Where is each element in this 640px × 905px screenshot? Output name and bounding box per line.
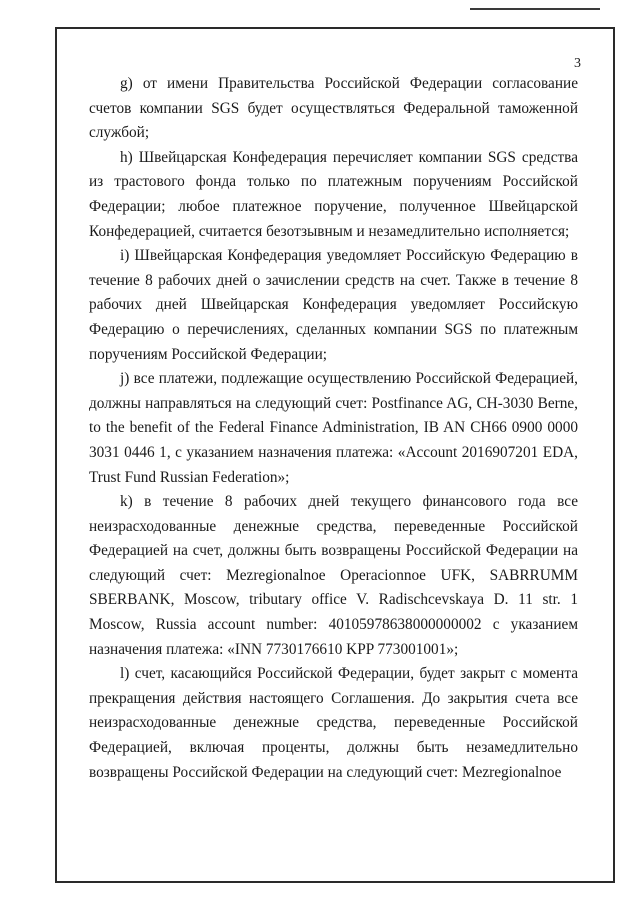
scan-edge-mark (470, 8, 600, 10)
paragraph-i: i) Швейцарская Конфедерация уведомляет Российскую Федерацию в течение 8 рабочих дней о зачислении средств на счет. Также в течение 8 рабочих дней Швейцарская Конфедерация уведомляет Российскую Федерацию о перечислениях, сделанных компании SGS по платежным поручениям Российской Федерации; (89, 247, 578, 363)
paragraph-j: j) все платежи, подлежащие осуществлению Российской Федерацией, должны направляться на следующий счет: Postfinance AG, CH-3030 Berne, to the benefit of the Federal Finance Administration, IB AN CH66 0900 0000 3031 0446 1, с указанием назначения платежа: «Account 2016907201 EDA, Trust Fund Russian Federation»; (89, 370, 578, 486)
paragraph-l: l) счет, касающийся Российской Федерации, будет закрыт с момента прекращения действия настоящего Соглашения. До закрытия счета все неизрасходованные денежные средства, переведенные Российской Федерацией, включая проценты, должны быть незамедлительно возвращены Российской Федерации на следующий счет: Mezregionalnoe (89, 665, 578, 781)
paragraph-h: h) Швейцарская Конфедерация перечисляет компании SGS средства из трастового фонда только по платежным поручениям Российской Федерации; любое платежное поручение, полученное Швейцарской Конфедерацией, считается безотзывным и незамедлительно исполняется; (89, 148, 578, 240)
document-body (89, 72, 578, 785)
page-number: 3 (574, 56, 581, 71)
paragraph-k: k) в течение 8 рабочих дней текущего финансового года все неизрасходованные денежные средства, переведенные Российской Федерацией на счет, должны быть возвращены Российской Федерации на следующий счет: Mezregionalnoe Operacionnoe UFK, SABRRUMM SBERBANK, Moscow, tributary office V. Radischcevskaya D. 11 str. 1 Moscow, Russia account number: 40105978638000000002 с указанием назначения платежа: «INN 7730176610 KPP 773001001»; (89, 493, 578, 658)
paragraph-g: g) от имени Правительства Российской Федерации согласование счетов компании SGS будет осуществляться Федеральной таможенной службой; (89, 75, 578, 142)
